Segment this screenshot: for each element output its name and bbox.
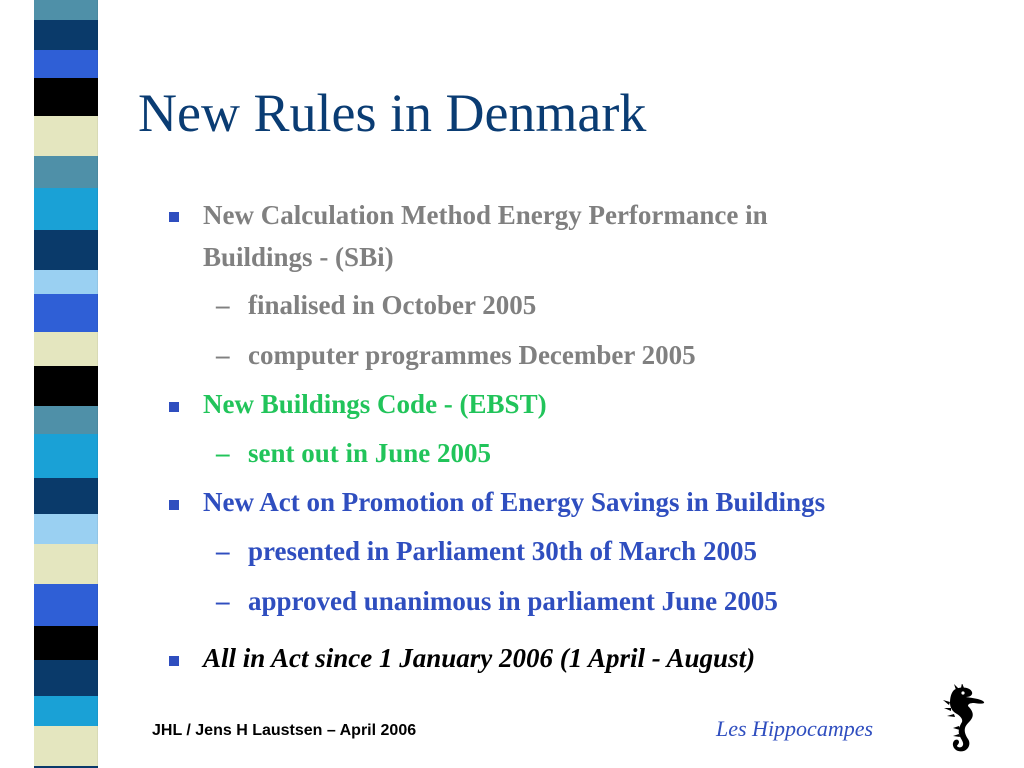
stripe-segment <box>34 188 98 230</box>
stripe-segment <box>34 660 98 696</box>
stripe-segment <box>34 270 98 294</box>
bullet-1-line-2: Buildings - (SBi) <box>203 242 394 272</box>
bullet-1-line-1: New Calculation Method Energy Performance in <box>203 200 768 230</box>
bullet-2-line-1: New Buildings Code - (EBST) <box>203 389 547 419</box>
stripe-segment <box>34 116 98 156</box>
stripe-segment <box>34 544 98 584</box>
stripe-segment <box>34 156 98 188</box>
bullet-3-line-1: New Act on Promotion of Energy Savings in Buildings <box>203 487 826 517</box>
stripe-segment <box>34 366 98 406</box>
stripe-segment <box>34 230 98 270</box>
decorative-stripe <box>34 0 98 768</box>
stripe-segment <box>34 696 98 726</box>
bullet-1-sub-2: computer programmes December 2005 <box>248 340 696 370</box>
stripe-segment <box>34 514 98 544</box>
slide-title: New Rules in Denmark <box>138 83 647 143</box>
sub-dash: – <box>216 438 230 468</box>
stripe-segment <box>34 78 98 116</box>
bullet-4-line-1: All in Act since 1 January 2006 (1 April - August) <box>203 643 756 673</box>
bullet-2-sub-1: sent out in June 2005 <box>248 438 492 468</box>
bullet-3-sub-2: approved unanimous in parliament June 2005 <box>248 586 778 616</box>
bullet-square-icon <box>169 212 179 222</box>
stripe-segment <box>34 584 98 626</box>
stripe-segment <box>34 626 98 660</box>
stripe-segment <box>34 434 98 478</box>
stripe-segment <box>34 50 98 78</box>
seahorse-icon <box>932 684 988 756</box>
stripe-segment <box>34 406 98 434</box>
stripe-segment <box>34 332 98 366</box>
stripe-segment <box>34 726 98 766</box>
sub-dash: – <box>216 290 230 320</box>
stripe-segment <box>34 20 98 50</box>
bullet-square-icon <box>169 656 179 666</box>
footer-author: JHL / Jens H Laustsen – April 2006 <box>152 722 417 739</box>
sub-dash: – <box>216 586 230 616</box>
bullet-square-icon <box>169 500 179 510</box>
stripe-segment <box>34 294 98 332</box>
sub-dash: – <box>216 340 230 370</box>
bullet-square-icon <box>169 402 179 412</box>
bullet-1-sub-1: finalised in October 2005 <box>248 290 537 320</box>
stripe-segment <box>34 478 98 514</box>
bullet-3-sub-1: presented in Parliament 30th of March 2005 <box>248 536 757 566</box>
footer-brand: Les Hippocampes <box>716 716 874 741</box>
stripe-segment <box>34 0 98 20</box>
sub-dash: – <box>216 536 230 566</box>
